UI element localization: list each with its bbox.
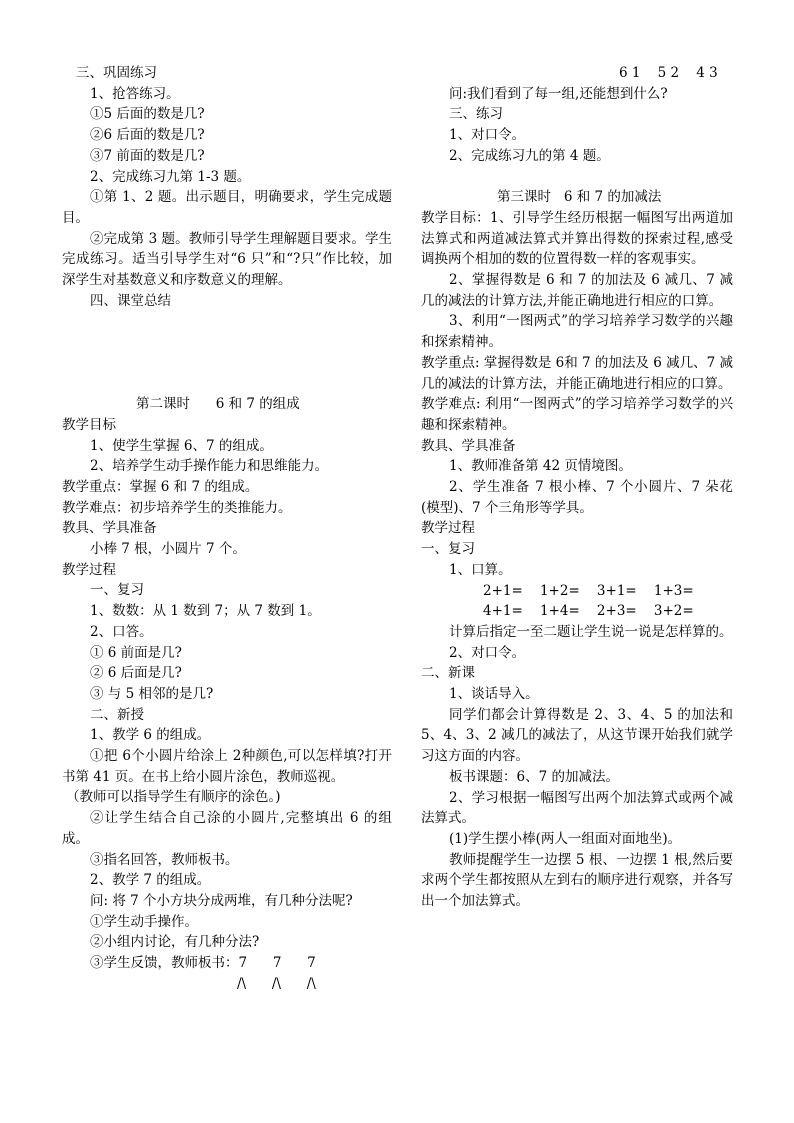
paragraph: ②完成第 3 题。教师引导学生理解题目要求。学生完成练习。适当引导学生对“6 只”和“?只”作比较，加深学生对基数意义和序数意义的理解。 (62, 230, 392, 289)
board-writing: ③学生反馈，教师板书：7 7 7 (90, 955, 316, 972)
text-line: 1、教学 6 的组成。 (90, 727, 211, 744)
section-heading: 二、新授 (90, 706, 144, 723)
board-writing-branches: /\ /\ /\ (237, 975, 316, 992)
text-line: 1、口算。 (449, 561, 512, 578)
text-line: 1、抢答练习。 (90, 85, 180, 102)
oral-arithmetic-row: 2+1= 1+2= 3+1= 1+3= (483, 582, 694, 599)
oral-arithmetic-row: 4+1= 1+4= 2+3= 3+2= (483, 603, 694, 620)
text-line: 2、完成练习九第 1-3 题。 (90, 168, 251, 185)
section-heading: 三、巩固练习 (76, 65, 157, 81)
section-heading: 教具、学具准备 (62, 520, 157, 537)
text-line: ① 6 前面是几? (90, 644, 182, 661)
text-line: （教师可以指导学生有顺序的涂色。) (66, 789, 281, 806)
section-heading: 一、复习 (421, 541, 475, 558)
paragraph: 2、学生准备 7 根小棒、7 个小圆片、7 朵花(模型)、7 个三角形等学具。 (421, 479, 733, 516)
text-line: 2、教学 7 的组成。 (90, 872, 211, 889)
text-line: ①学生动手操作。 (90, 913, 198, 930)
text-line: 2、对口令。 (449, 644, 526, 661)
text-line: 问: 将 7 个小方块分成两堆，有几种分法呢? (90, 893, 353, 909)
section-heading: 二、新课 (421, 665, 475, 682)
paragraph: ①第 1、2 题。出示题目，明确要求，学生完成题目。 (62, 189, 392, 226)
section-heading: 教学目标 (62, 416, 116, 433)
paragraph: 同学们都会计算得数是 2、3、4、5 的加法和 5、4、3、2 减几的减法了，从这节课开始我们就学习这方面的内容。 (421, 706, 733, 765)
text-line: ①5 后面的数是几? (90, 106, 205, 123)
paragraph: 3、利用“一图两式”的学习培养学习数学的兴趣和探索精神。 (421, 313, 733, 351)
text-line: 2、培养学生动手操作能力和思维能力。 (90, 458, 329, 475)
text-line: 问:我们看到了每一组,还能想到什么? (449, 85, 668, 102)
section-heading: 三、练习 (449, 106, 503, 123)
paragraph: 教学目标：1、引导学生经历根据一幅图写出两道加法算式和两道减法算式并算出得数的探索过程,感受调换两个相加的数的位置得数一样的客观事实。 (421, 209, 733, 268)
paragraph: 2、学习根据一幅图写出两个加法算式或两个减法算式。 (421, 789, 733, 827)
section-heading: 一、复习 (90, 582, 144, 599)
text-line: 1、数数：从 1 数到 7；从 7 数到 1。 (90, 603, 321, 620)
text-line: 小棒 7 根，小圆片 7 个。 (90, 541, 246, 558)
paragraph: ②让学生结合自己涂的小圆片,完整填出 6 的组成。 (62, 810, 392, 847)
section-heading: 教学过程 (62, 561, 116, 578)
right-column (421, 63, 733, 912)
text-line: ②6 后面的数是几? (90, 127, 205, 144)
left-column (62, 63, 392, 995)
board-writing-pairs: 6 1 5 2 4 3 (619, 65, 718, 81)
text-line: 板书课题：6、7 的加减法。 (449, 768, 619, 785)
lesson-title: 第三课时 6 和 7 的加减法 (497, 189, 662, 206)
text-line: ③ 与 5 相邻的是几? (90, 685, 214, 702)
text-line: 1、谈话导入。 (449, 686, 539, 703)
text-line: 2、口答。 (90, 623, 153, 640)
text-line: ② 6 后面是几? (90, 665, 182, 682)
paragraph: 2、掌握得数是 6 和 7 的加法及 6 减几、7 减几的减法的计算方法,并能正确地进行相应的口算。 (421, 272, 733, 309)
paragraph: 计算后指定一至二题让学生说一说是怎样算的。 (449, 623, 733, 640)
paragraph: 教师提醒学生一边摆 5 根、一边摆 1 根,然后要求两个学生都按照从左到右的顺序进行观察，并各写出一个加法算式。 (421, 851, 733, 910)
section-heading: 教具、学具准备 (421, 437, 516, 454)
text-line: ②小组内讨论，有几种分法? (90, 934, 260, 951)
text-line: 1、教师准备第 42 页情境图。 (449, 458, 632, 475)
text-line: ③7 前面的数是几? (90, 147, 205, 164)
text-line: 教学难点：初步培养学生的类推能力。 (62, 499, 292, 516)
text-line: 2、完成练习九的第 4 题。 (449, 147, 610, 164)
paragraph: 教学重点: 掌握得数是 6和 7 的加法及 6 减几、7 减几的减法的计算方法，并能正确地进行相应的口算。 (421, 354, 733, 392)
paragraph: 教学难点: 利用“一图两式”的学习培养学习数学的兴趣和探索精神。 (421, 396, 733, 433)
text-line: 教学重点：掌握 6 和 7 的组成。 (62, 478, 259, 495)
paragraph: ①把 6个小圆片给涂上 2种颜色,可以怎样填?打开书第 41 页。在书上给小圆片涂色，教师巡视。 (62, 748, 392, 785)
text-line: ③指名回答，教师板书。 (90, 851, 239, 868)
section-heading: 教学过程 (421, 520, 475, 537)
text-line: 1、对口令。 (449, 127, 526, 144)
text-line: (1)学生摆小棒(两人一组面对面地坐)。 (449, 831, 682, 847)
lesson-title: 第二课时 6 和 7 的组成 (136, 396, 300, 413)
text-line: 1、使学生掌握 6、7 的组成。 (90, 437, 273, 454)
section-heading: 四、课堂总结 (90, 292, 171, 309)
